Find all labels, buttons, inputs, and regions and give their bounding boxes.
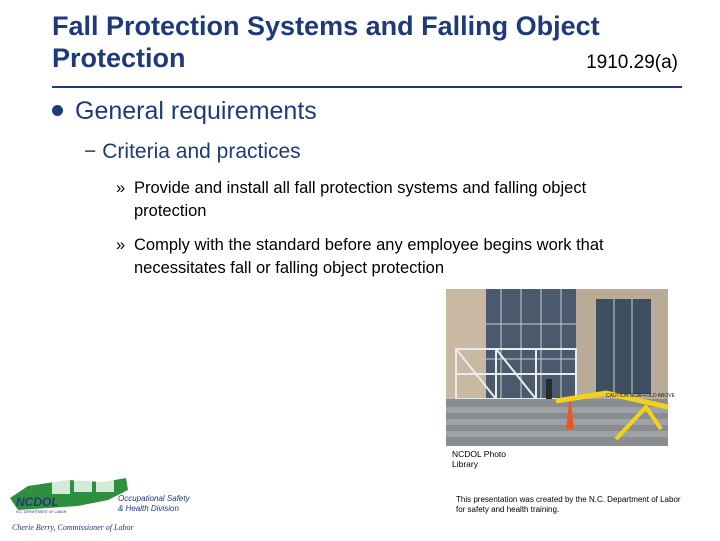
slide-title-line1: Fall Protection Systems and Falling Object [52,11,600,41]
standard-reference: 1910.29(a) [586,52,678,73]
photo-caption [452,449,522,469]
bullet-l1-text: General requirements [75,97,317,125]
footer-note: This presentation was created by the N.C. Department of Labor for safety and health training. [456,495,681,514]
ncdol-logo-graphic [8,470,208,536]
scaffold-photo [446,289,675,446]
bullet-comply-standard [116,234,636,280]
dash-marker: − [84,140,97,163]
logo-sub: N.C. DEPARTMENT OF LABOR [16,510,67,514]
building-entrance-image [446,289,675,446]
caution-tape-text: CAUTION SCAFFOLD ABOVE [606,393,675,399]
bullet-provide-install [116,177,636,223]
logo-commissioner: Cherie Berry, Commissioner of Labor [12,523,134,532]
caption-line1: NCDOL Photo [452,449,507,459]
logo-division-line1: Occupational Safety [118,494,190,503]
ncdol-logo [8,470,208,536]
logo-abbr: NCDOL [16,495,59,509]
bullet-general-requirements [52,97,317,126]
bullet-l3-text: Provide and install all fall protection systems and falling object protection [134,179,587,220]
chevron-marker: » [116,179,126,197]
slide-title-line2: Protection [52,43,186,73]
title-divider [52,86,682,88]
caption-line2: Library [452,459,478,469]
bullet-dot-icon [52,105,63,116]
bullet-criteria-practices [84,140,301,164]
logo-division-line2: & Health Division [118,504,179,513]
bullet-l3-text: Comply with the standard before any employee begins work that necessitates fall or falling object protection [134,236,604,277]
bullet-l2-text: Criteria and practices [102,140,301,163]
chevron-marker: » [116,236,126,254]
